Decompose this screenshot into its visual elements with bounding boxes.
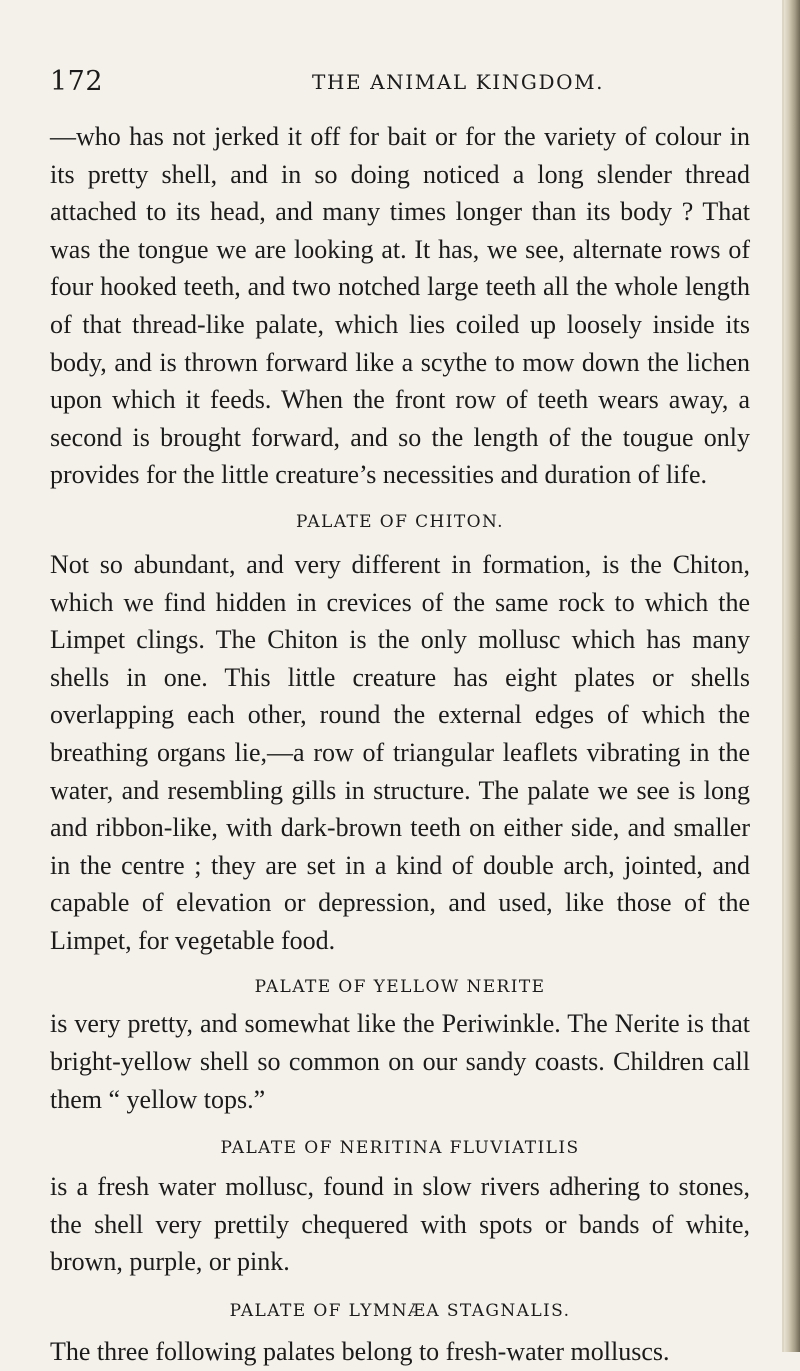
paragraph-chiton: Not so abundant, and very different in formation, is the Chiton, which we find hidden in crevices of the same rock to which the Limpet clings. The Chiton is the only mollusc which has many shells in one. This little creature has eight plates or shells overlapping each other, round the external edges of which the breathing organs lie,—a row of triangular leaflets vibrating in the water, and resembling gills in structure. The palate we see is long and ribbon-like, with dark-brown teeth on either side, and smaller in the centre ; they are set in a kind of double arch, jointed, and capable of elevation or depression, and used, like those of the Limpet, for vegetable food. [50, 549, 750, 955]
section-heading-chiton: PALATE OF CHITON. [296, 511, 504, 532]
paragraph-neritina: is a fresh water mollusc, found in slow rivers adhering to stones, the shell very prettily chequered with spots or bands of white, brown, purple, or pink. [50, 1172, 750, 1277]
page-header [50, 66, 755, 100]
page-number: 172 [50, 66, 104, 97]
body-text [50, 118, 750, 1371]
book-spine [784, 0, 800, 1352]
section-heading-neritina: PALATE OF NERITINA FLUVIATILIS [220, 1138, 580, 1159]
running-title: THE ANIMAL KINGDOM. [312, 70, 605, 94]
section-heading-yellow-nerite: PALATE OF YELLOW NERITE [254, 977, 546, 998]
paragraph-limpet-tongue: —who has not jerked it off for bait or for the variety of colour in its pretty shell, and in so doing noticed a long slender thread attached to its head, and many times longer than its body ? That was the tongue we are looking at. It has, we see, alternate rows of four hooked teeth, and two notched large teeth all the whole length of that thread-like palate, which lies coiled up loosely inside its body, and is thrown forward like a scythe to mow down the lichen upon which it feeds. When the front row of teeth wears away, a second is brought forward, and so the length of the tougue only provides for the little creature’s necessities and duration of life. [50, 122, 750, 490]
section-heading-lymnaea: PALATE OF LYMNÆA STAGNALIS. [229, 1301, 571, 1322]
paragraph-yellow-nerite: is very pretty, and somewhat like the Periwinkle. The Nerite is that bright-yellow shell so common on our sandy coasts. Children call them “ yellow tops.” [50, 1009, 750, 1114]
paragraph-lymnaea: The three following palates belong to fresh-water molluscs. [50, 1337, 670, 1367]
